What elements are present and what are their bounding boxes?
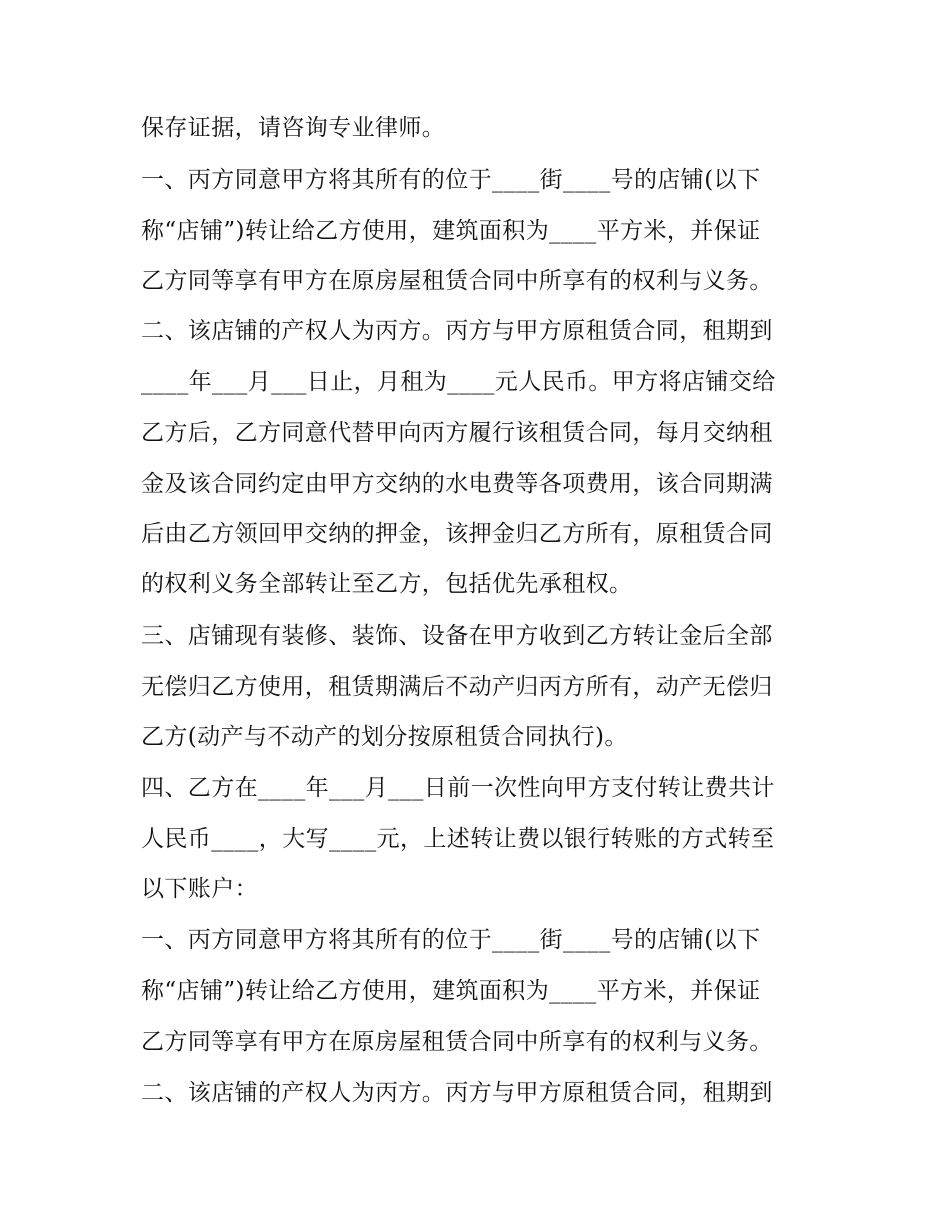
text-line: 无偿归乙方使用，租赁期满后不动产归丙方所有，动产无偿归 <box>141 674 773 700</box>
text-line: 一、丙方同意甲方将其所有的位于____街____号的店铺(以下 <box>141 927 761 953</box>
text-line: 四、乙方在____年___月___日前一次性向甲方支付转让费共计 <box>141 775 775 801</box>
text-line: 二、该店铺的产权人为丙方。丙方与甲方原租赁合同，租期到 <box>141 1080 773 1106</box>
text-line: 以下账户： <box>141 876 258 902</box>
text-line: 的权利义务全部转让至乙方，包括优先承租权。 <box>141 571 633 597</box>
text-line: 人民币____，大写____元，上述转让费以银行转账的方式转至 <box>141 826 775 852</box>
text-line: 金及该合同约定由甲方交纳的水电费等各项费用，该合同期满 <box>141 471 773 497</box>
text-line: 后由乙方领回甲交纳的押金，该押金归乙方所有，原租赁合同 <box>141 521 773 547</box>
text-line: 保存证据，请咨询专业律师。 <box>141 115 446 141</box>
text-line: 称“店铺”)转让给乙方使用，建筑面积为____平方米，并保证 <box>141 218 761 244</box>
text-line: 称“店铺”)转让给乙方使用，建筑面积为____平方米，并保证 <box>141 978 761 1004</box>
text-line: 二、该店铺的产权人为丙方。丙方与甲方原租赁合同，租期到 <box>141 318 773 344</box>
text-line: 乙方同等享有甲方在原房屋租赁合同中所享有的权利与义务。 <box>141 268 773 294</box>
text-line: ____年___月___日止，月租为____元人民币。甲方将店铺交给 <box>141 369 776 395</box>
text-line: 乙方后，乙方同意代替甲向丙方履行该租赁合同，每月交纳租 <box>141 420 773 446</box>
text-line: 三、店铺现有装修、装饰、设备在甲方收到乙方转让金后全部 <box>141 623 773 649</box>
text-line: 乙方同等享有甲方在原房屋租赁合同中所享有的权利与义务。 <box>141 1029 773 1055</box>
text-line: 一、丙方同意甲方将其所有的位于____街____号的店铺(以下 <box>141 167 761 193</box>
text-line: 乙方(动产与不动产的划分按原租赁合同执行)。 <box>141 724 628 750</box>
